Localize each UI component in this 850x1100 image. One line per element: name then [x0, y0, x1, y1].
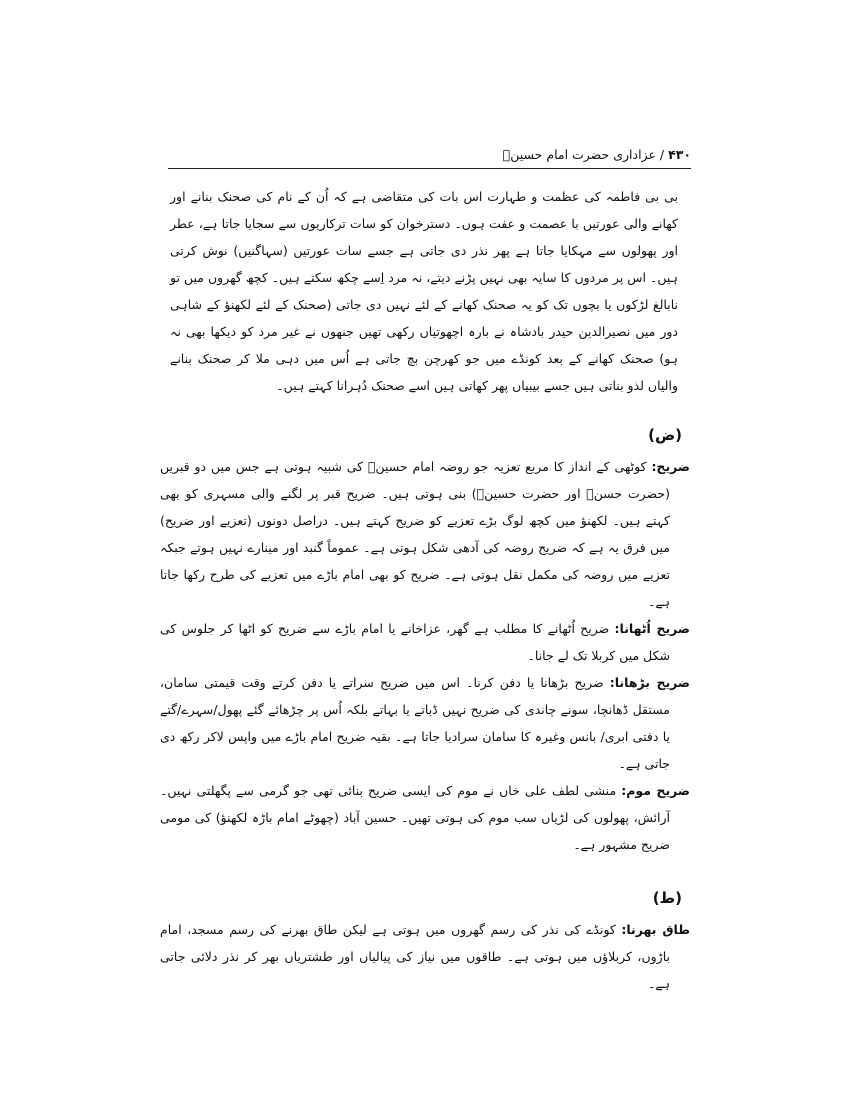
page-content: [160, 183, 690, 997]
glossary-entry-zarih: [160, 453, 690, 615]
entry-text: ضریح بڑھانا یا دفن کرنا۔ اس میں ضریح سراتے یا دفن کرتے وقت قیمتی سامان، مستقل ڈھانچا، سونے چاندی کی ضریح نہیں ڈباتے یا بہاتے بلکہ اُس پر چڑھائے گئے پھول/سہرے/گتے یا دفتی ابری/ بانس وغیرہ کا سامان سرادیا جاتا ہے۔ بقیہ ضریح امام باڑے میں واپس لاکر رکھ دی جاتی ہے۔: [160, 675, 670, 771]
running-header: [168, 146, 691, 164]
entry-text: کونڈے کی نذر کی رسم گھروں میں ہوتی ہے لیکن طاق بھرنے کی رسم مسجد، امام باڑوں، کربلاؤں میں ہوتی ہے۔ طاقوں میں نیاز کی پیالیاں اور طشتریاں بھر کر نذر دلائی جاتی ہے۔: [160, 922, 670, 991]
entry-term: طاق بھرنا:: [621, 922, 690, 937]
entry-term: ضریح:: [651, 459, 690, 474]
glossary-entry-zarih-barhana: [160, 669, 690, 777]
header-separator: /: [659, 147, 665, 162]
entry-text: ضریح اُٹھانے کا مطلب ہے گھر، عزاخانے یا امام باڑے سے ضریح کو اٹھا کر جلوس کی شکل میں کربلا تک لے جانا۔: [160, 621, 670, 663]
entry-text: کوٹھی کے انداز کا مربع تعزیہ جو روضہ امام حسینؑ کی شبیہ ہوتی ہے جس میں دو قبریں (حضرت حسنؑ اور حضرت حسینؑ) بنی ہوتی ہیں۔ ضریح قبر پر لگنے والی مسہری کو بھی کہتے ہیں۔ لکھنؤ میں کچھ لوگ بڑے تعزیے کو ضریح کہتے ہیں۔ دراصل دونوں (تعزیے اور ضریح) میں فرق یہ ہے کہ ضریح روضہ کی آدھی شکل ہوتی ہے۔ عموماً گنبد اور مینارے نہیں ہوتے جبکہ تعزیے میں روضہ کی مکمل نقل ہوتی ہے۔ ضریح کو بھی امام باڑے میں تعزیے کی طرح رکھا جاتا ہے۔: [160, 459, 670, 609]
section-toe: [160, 884, 690, 997]
entry-term: ضریح موم:: [621, 783, 690, 798]
entry-term: ضریح بڑھانا:: [609, 675, 691, 690]
glossary-entry-zarih-mom: [160, 777, 690, 858]
entry-term: ضریح اُٹھانا:: [614, 621, 691, 636]
entry-text: منشی لطف علی خاں نے موم کی ایسی ضریح بنائی تھی جو گرمی سے پگھلتی نہیں۔ آرائش، پھولوں کی لڑیاں سب موم کی ہوتی تھیں۔ حسین آباد (چھوٹے امام باڑہ لکھنؤ) کی مومی ضریح مشہور ہے۔: [160, 783, 670, 852]
section-heading: (ط): [652, 889, 682, 907]
glossary-entry-zarih-uthana: [160, 615, 690, 669]
intro-paragraph: بی بی فاطمہ کی عظمت و طہارت اس بات کی متقاضی ہے کہ اُن کے نام کی صحنک بنانے اور کھانے والی عورتیں با عصمت و عفت ہوں۔ دسترخوان کو سات ترکاریوں سے سجایا جاتا ہے، عطر اور پھولوں سے مہکایا جاتا ہے پھر نذر دی جاتی ہے جسے سات عورتیں (سہاگنیں) نوش کرتی ہیں۔ اس پر مردوں کا سایہ بھی نہیں پڑنے دیتے، نہ مرد اِسے چکھ سکتے ہیں۔ کچھ گھروں میں تو نابالغ لڑکوں یا بچوں تک کو یہ صحنک کھانے کے لئے نہیں دی جاتی (صحنک کے لئے لکھنؤ کے شاہی دور میں نصیرالدین حیدر بادشاہ نے بارہ اچھوتیاں رکھی تھیں جنھوں نے غیر مرد کو دیکھا بھی نہ ہو) صحنک کھانے کے بعد کونڈے میں جو کھرچن بچ جاتی ہے اُس میں دہی ملا کر صحنک بنانے والیاں لذو بناتی ہیں جسے بیبیاں پھر کھاتی ہیں اسے صحنک دُہرانا کہتے ہیں۔: [170, 189, 678, 393]
section-zad: [160, 421, 690, 858]
glossary-entry-taq-bharna: [160, 916, 690, 997]
header-rule: [168, 168, 691, 169]
book-title: عزاداری حضرت امام حسینؑ: [502, 147, 656, 162]
section-heading: (ض): [648, 426, 682, 444]
page-number: ۴۳۰: [668, 147, 691, 162]
